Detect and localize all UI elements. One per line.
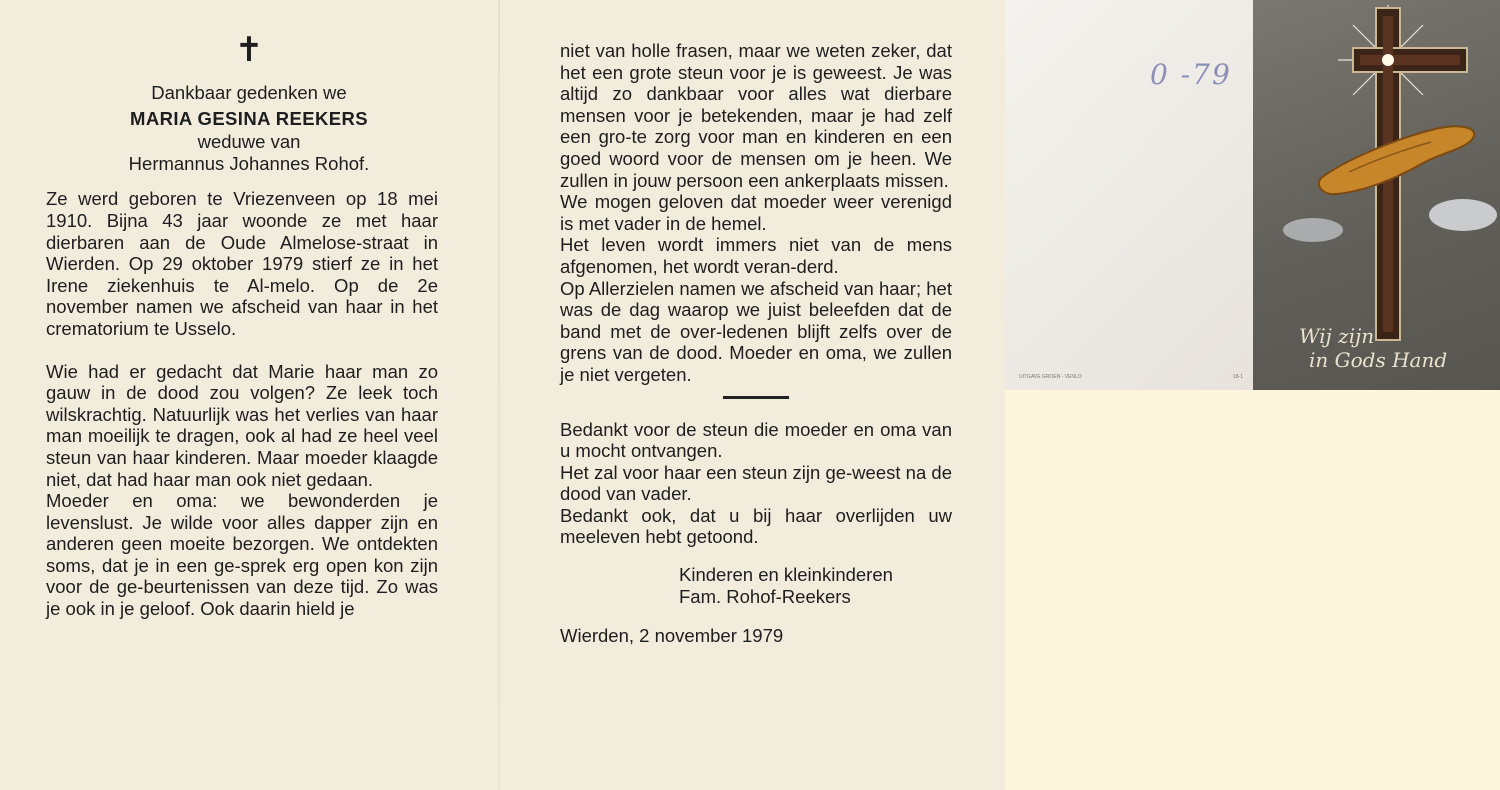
paragraph: Wie had er gedacht dat Marie haar man zo gauw in de dood zou volgen? Ze leek toch wilskrachtig. Natuurlijk was het verlies van haar man moeilijk te dragen, ook al had ze heel veel steun van haar kinderen. Maar moeder klaagde niet, dat had haar man ook niet gedaan. xyxy=(46,360,438,490)
signature-name: Fam. Rohof-Reekers xyxy=(679,585,851,607)
caption-line: Wij zijn xyxy=(1299,324,1375,348)
thanks-line: Het zal voor haar een steun zijn ge-weest na de dood van vader. xyxy=(560,461,952,505)
paragraph: niet van holle frasen, maar we weten zeker, dat het een grote steun voor je is geweest. Je was altijd zo dankbaar voor alles wat dierbare mensen voor je betekenden, maar je had zelf een gro-te zorg voor man en kinderen en een goed woord voor de mensen om je heen. We zullen in jouw persoon een ankerplaats missen. xyxy=(560,40,952,191)
left-column xyxy=(46,30,438,620)
paragraph: Moeder en oma: we bewonderden je levenslust. Je wilde voor alles dapper zijn en anderen geen moeite bezorgen. We ontdekten soms, dat je in een ge-sprek erg open kon zijn voor de ge-beurtenissen van deze tijd. Zo was je ook in je geloof. Ook daarin hield je xyxy=(46,490,438,620)
intro-line: Dankbaar gedenken we xyxy=(151,82,347,103)
paragraph: We mogen geloven dat moeder weer verenigd is met vader in de hemel. xyxy=(560,191,952,234)
card-back-side xyxy=(1005,0,1253,390)
heading xyxy=(60,82,438,174)
divider xyxy=(723,396,789,399)
thanks-line: Bedankt voor de steun die moeder en oma van u mocht ontvangen. xyxy=(560,418,952,462)
publisher-label: UITGAVE GROEN - VENLO xyxy=(1019,374,1082,380)
deceased-name: MARIA GESINA REEKERS xyxy=(130,107,368,129)
paragraph: Op Allerzielen namen we afscheid van haar; het was de dag waarop we juist beleefden dat de band met de over-ledenen blijft zelfs over de grens van de dood. Moeder en oma, we zullen je niet vergeten. xyxy=(560,277,952,385)
paragraph: Ze werd geboren te Vriezenveen op 18 mei 1910. Bijna 43 jaar woonde ze met haar dierbaren aan de Oude Almelose-straat in Wierden. Op 29 oktober 1979 stierf ze in het Irene ziekenhuis te Al-melo. Op de 2e november namen we afscheid van haar in het crematorium te Usselo. xyxy=(46,188,438,339)
spouse-name: Hermannus Johannes Rohof. xyxy=(128,152,370,174)
thanks-line: Bedankt ook, dat u bij haar overlijden uw meeleven hebt getoond. xyxy=(560,504,952,548)
card-front-picture xyxy=(1253,0,1500,390)
place-date: Wierden, 2 november 1979 xyxy=(560,625,784,647)
caption-line: in Gods Hand xyxy=(1309,348,1448,372)
right-column xyxy=(560,40,952,647)
relation-line: weduwe van xyxy=(197,131,301,153)
signature-family: Kinderen en kleinkinderen xyxy=(679,564,893,586)
paragraph: Het leven wordt immers niet van de mens afgenomen, het wordt veran-derd. xyxy=(560,234,952,277)
print-code: 18-1 xyxy=(1233,374,1244,380)
picture-caption xyxy=(1299,324,1469,372)
cross-icon: ✝ xyxy=(234,31,264,69)
handwritten-note: 0 -79 xyxy=(1150,58,1232,91)
